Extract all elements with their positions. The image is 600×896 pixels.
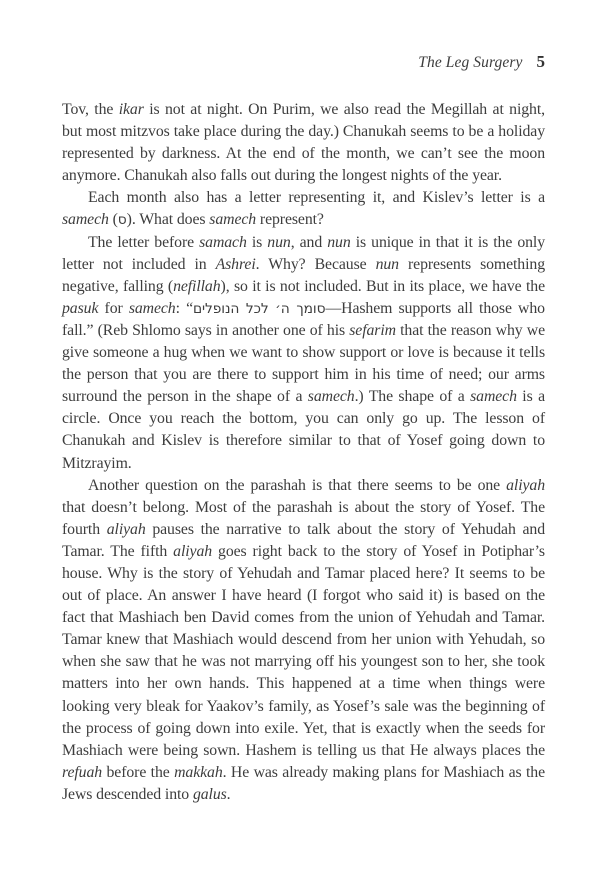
paragraph	[62, 475, 545, 806]
text-run: that the reason why we give someone a hug when we want to show support or love is because it tells the person that you are there to support him in his time of need; our arms surround the person in the shape of a	[62, 321, 545, 406]
text-run: . He was already making plans for Mashiach as the Jews descended into	[62, 763, 545, 803]
text-run: Another question on the parashah is that there seems to be one	[88, 476, 507, 494]
italic-term: samech	[128, 299, 176, 317]
text-run: for	[98, 299, 129, 317]
text-run: .	[226, 785, 231, 803]
text-run: represents something negative, falling (	[62, 255, 545, 295]
paragraph	[62, 232, 545, 475]
text-run: before the	[102, 763, 175, 781]
hebrew-text: סומך ה׳ לכל הנופלים	[192, 300, 326, 317]
text-run: pauses the narrative to talk about the story of Yehudah and Tamar. The fifth	[62, 520, 545, 560]
italic-term: aliyah	[173, 542, 213, 560]
italic-term: makkah	[174, 763, 223, 781]
text-run: is not at night. On Purim, we also read the Megillah at night, but most mitzvos take place during the day.) Chanukah seems to be a holiday represented by darkness. At the end of the month, we can’t see the moon anymore. Chanukah also falls out during the longest nights of the year.	[62, 101, 545, 185]
text-run: ), so it is not included. But in its place, we have the	[220, 277, 545, 295]
italic-term: Ashrei	[215, 255, 256, 273]
text-run: goes right back to the story of Yosef in Potiphar’s house. Why is the story of Yehudah and Tamar placed here? It seems to be out of place. An answer I have heard (I forgot who said it) is based on the fact that Mashiach ben David comes from the union of Yehudah and Tamar. Tamar knew that Mashiach would descend from her union with Yehudah, so when she saw that he was not marrying off his youngest son to her, she took matters into her own hands. This happened at a time when things were looking very bleak for Yaakov’s family, as Yosef’s sale was the beginning of the process of going down into exile. Yet, that is exactly when the seeds for Mashiach were being sown. Hashem is telling us that He always places the	[62, 542, 545, 759]
text-run: , and	[290, 233, 328, 251]
page-number: 5	[536, 52, 545, 71]
text-run: Each month also has a letter representing it, and Kislev’s letter is a	[88, 189, 545, 207]
italic-term: nun	[327, 233, 351, 251]
italic-term: nun	[375, 255, 399, 273]
text-run: is	[246, 233, 268, 251]
paragraph	[62, 99, 545, 187]
paragraph	[62, 187, 545, 231]
hebrew-text: ס	[117, 212, 127, 229]
italic-term: galus	[192, 785, 227, 803]
italic-term: samech	[470, 388, 517, 406]
italic-term: ikar	[118, 101, 144, 118]
text-run: The letter before	[88, 233, 200, 251]
italic-term: samech	[307, 388, 355, 406]
italic-term: refuah	[62, 763, 103, 781]
text-run: is a circle. Once you reach the bottom, you can only go up. The lesson of Chanukah and Kislev is therefore similar to that of Yosef going down to Mitzrayim.	[62, 388, 545, 472]
running-header	[62, 52, 545, 72]
italic-term: nefillah	[173, 277, 221, 295]
italic-term: samach	[199, 233, 247, 251]
text-run: that doesn’t belong. Most of the parashah is about the story of Yosef. The fourth	[62, 498, 545, 538]
italic-term: nun	[267, 233, 291, 251]
italic-term: sefarim	[349, 321, 396, 339]
text-run: Tov, the	[62, 101, 119, 118]
text-run: (	[108, 211, 118, 229]
italic-term: pasuk	[62, 299, 99, 317]
page-body	[62, 99, 545, 806]
text-run: —Hashem supports all those who fall.” (Reb Shlomo says in another one of his	[62, 299, 545, 339]
italic-term: aliyah	[506, 476, 545, 494]
text-run: represent?	[256, 211, 324, 229]
italic-term: samech	[62, 211, 109, 229]
text-run: . Why? Because	[255, 255, 376, 273]
text-run: ). What does	[126, 211, 210, 229]
running-head-title: The Leg Surgery	[418, 54, 523, 71]
text-run: : “	[175, 299, 193, 317]
italic-term: aliyah	[106, 520, 146, 538]
text-run: is unique in that it is the only letter not included in	[62, 233, 546, 273]
italic-term: samech	[209, 211, 257, 229]
text-run: .) The shape of a	[354, 388, 471, 406]
